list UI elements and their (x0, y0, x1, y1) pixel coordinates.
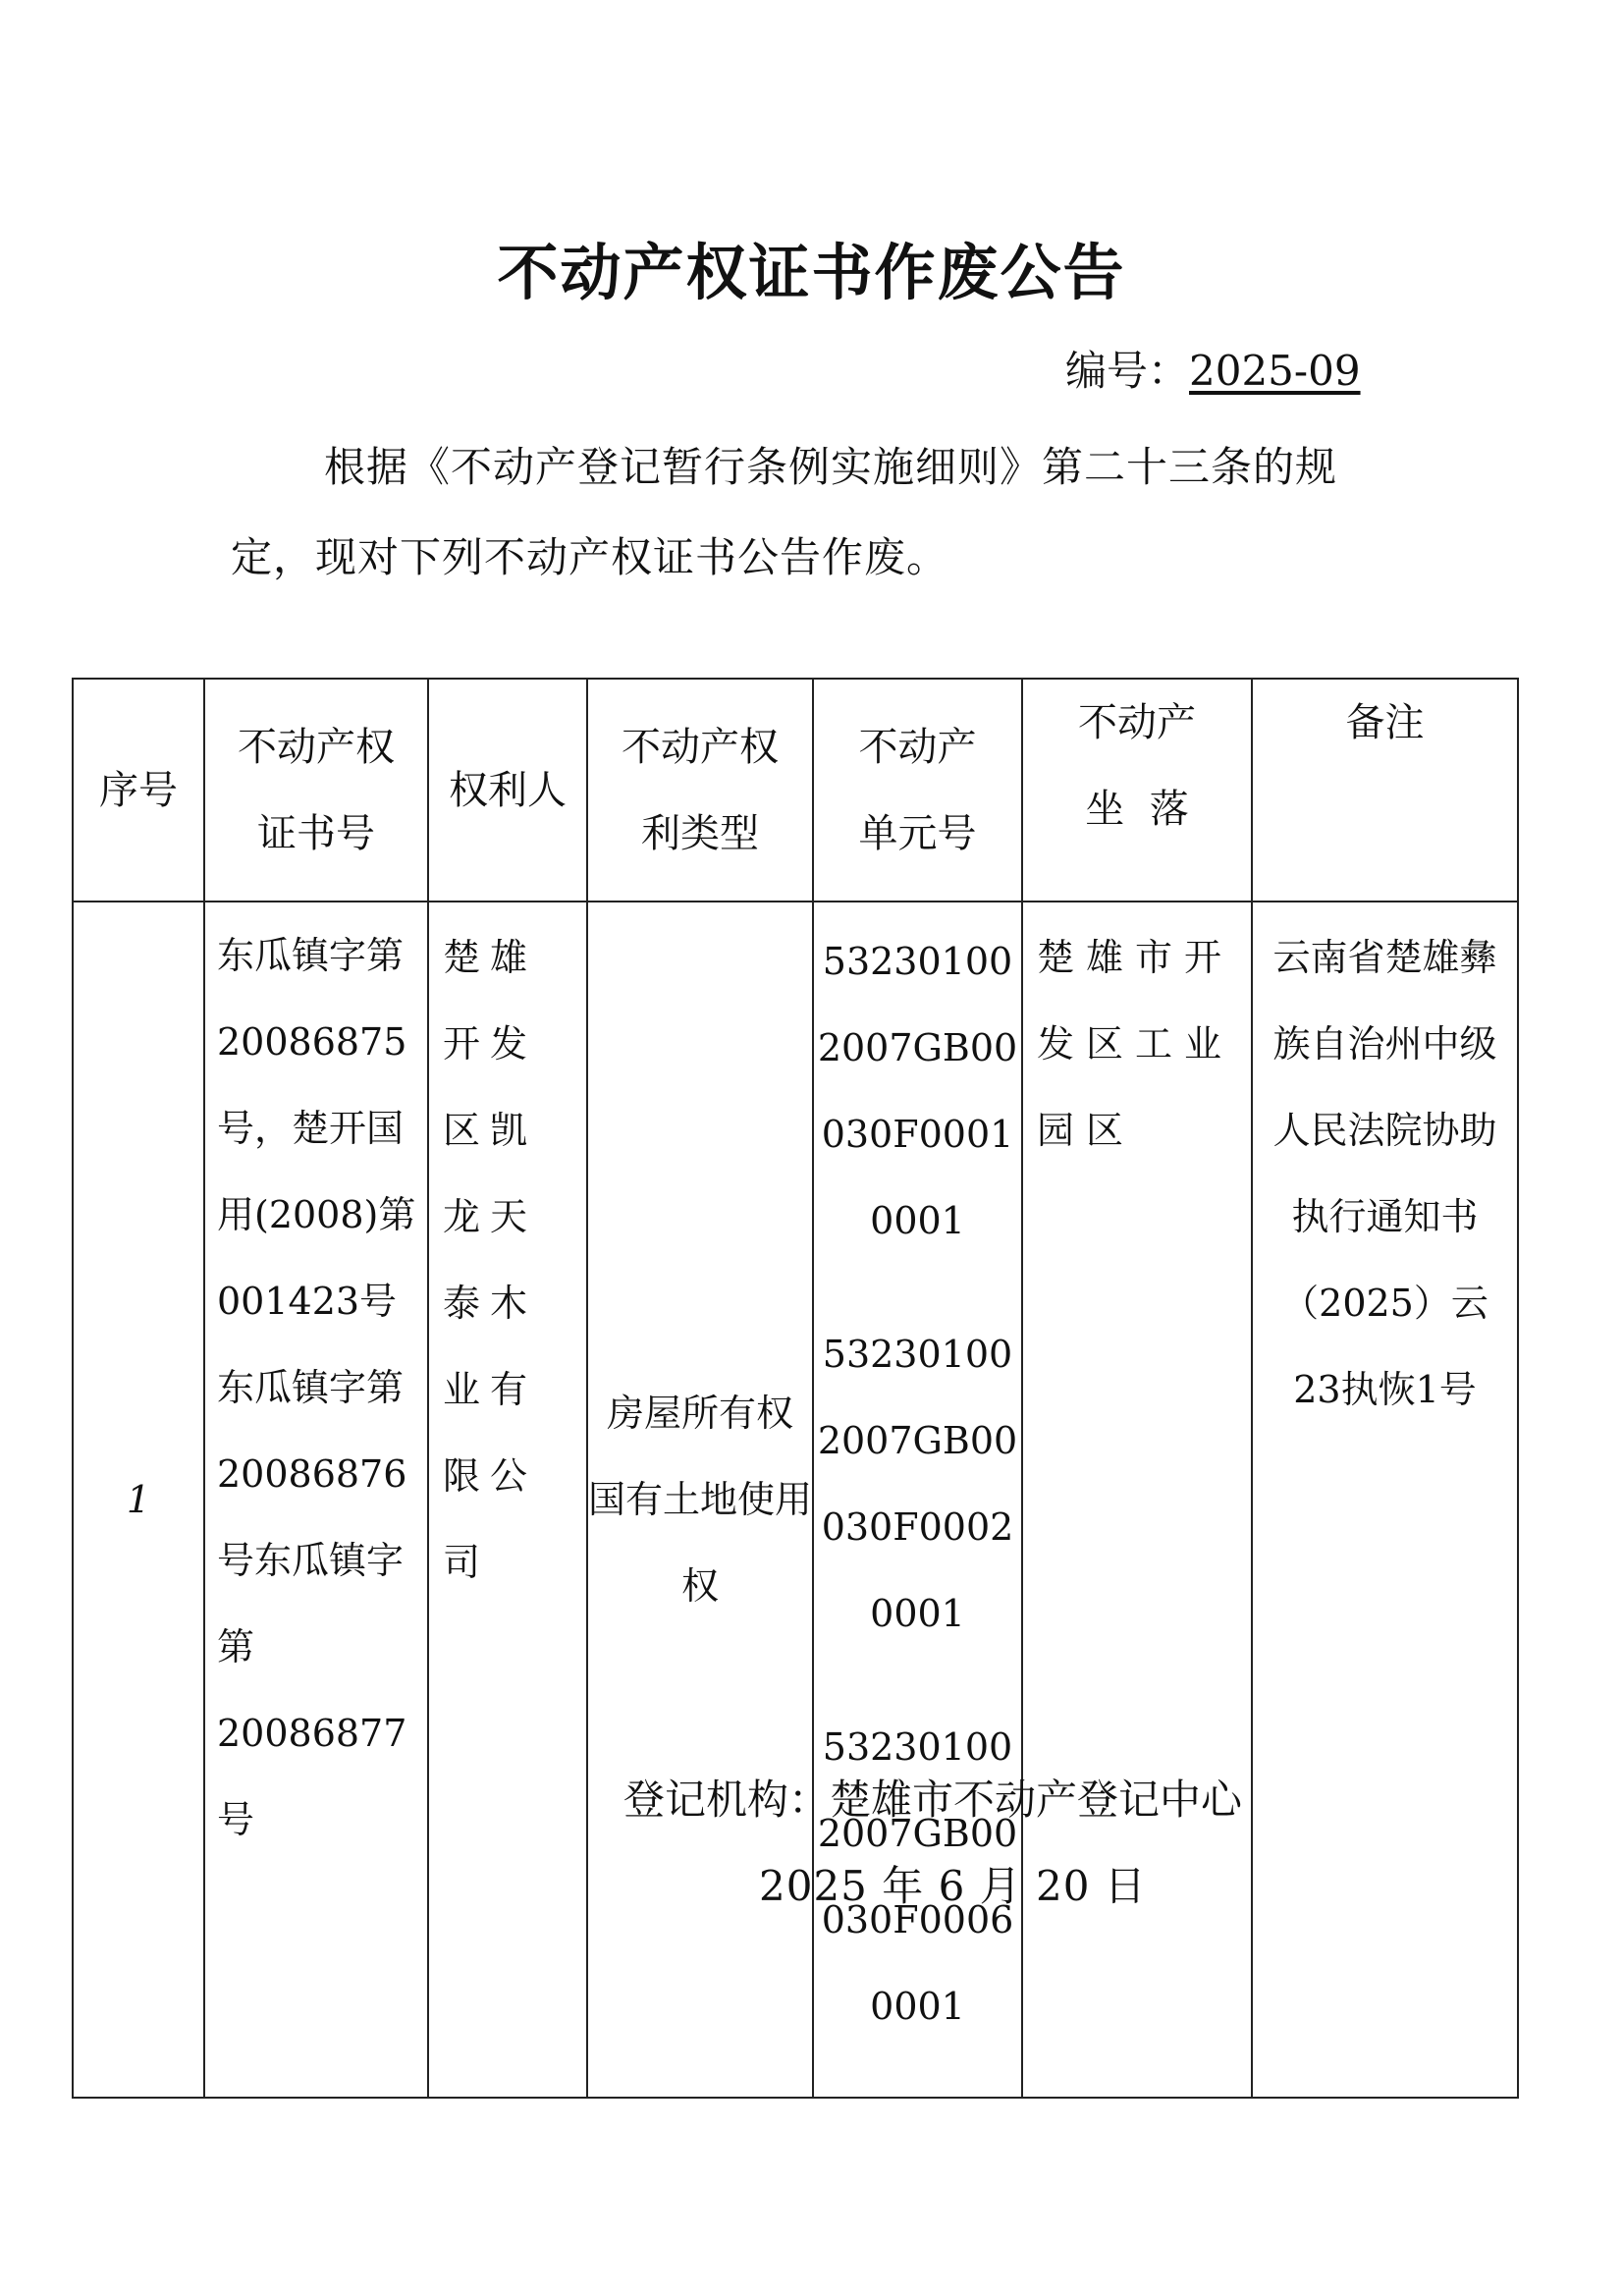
row-right-type-line1: 房屋所有权 (606, 1392, 793, 1435)
row-unit-numbers (813, 902, 1022, 2098)
row-index: 1 (73, 902, 204, 2098)
header-right-type-line2: 利类型 (641, 810, 759, 856)
header-unit-number-line1: 不动产 (858, 724, 977, 770)
table-row (73, 902, 1518, 2098)
row-certificate-number: 东瓜镇字第20086875号，楚开国用(2008)第001423号东瓜镇字第20086876号东瓜镇字第20086877号 (204, 902, 428, 2098)
header-unit-number-line2: 单元号 (858, 810, 977, 856)
header-location-line2: 坐 落 (1085, 787, 1189, 832)
header-unit-number (813, 679, 1022, 902)
header-index: 序号 (73, 679, 204, 902)
issue-date: 2025 年 6 月 20 日 (759, 1862, 1147, 1910)
row-right-type (587, 902, 813, 2098)
document-number (1065, 339, 1361, 398)
registration-organization: 登记机构：楚雄市不动产登记中心 (623, 1776, 1243, 1824)
page-title: 不动产权证书作废公告 (497, 237, 1126, 308)
row-holder: 楚雄开发区凯龙天泰木业有限公司 (428, 902, 587, 2098)
header-holder: 权利人 (428, 679, 587, 902)
document-number-value: 2025-09 (1189, 347, 1361, 395)
header-right-type-line1: 不动产权 (622, 724, 779, 770)
unit-number-1: 532301002007GB00030F00010001 (817, 940, 1018, 1242)
header-certificate-line1: 不动产权 (238, 724, 395, 770)
header-certificate (204, 679, 428, 902)
notice-paragraph: 根据《不动产登记暂行条例实施细则》第二十三条的规定，现对下列不动产权证书公告作废。 (231, 443, 1338, 581)
header-certificate-line2: 证书号 (257, 810, 375, 856)
row-location: 楚雄市开发区工业园区 (1022, 902, 1252, 2098)
header-note: 备注 (1252, 679, 1518, 902)
header-location (1022, 679, 1252, 902)
unit-number-2: 532301002007GB00030F00020001 (817, 1333, 1018, 1635)
row-right-type-line2: 国有土地使用权 (588, 1478, 813, 1608)
table-header-row (73, 679, 1518, 902)
header-right-type (587, 679, 813, 902)
row-note: 云南省楚雄彝族自治州中级人民法院协助执行通知书（2025）云23执恢1号 (1252, 902, 1518, 2098)
unit-number-3: 532301002007GB00030F00060001 (817, 1725, 1018, 2028)
header-location-line1: 不动产 (1078, 700, 1196, 745)
document-number-label: 编号： (1065, 347, 1190, 395)
